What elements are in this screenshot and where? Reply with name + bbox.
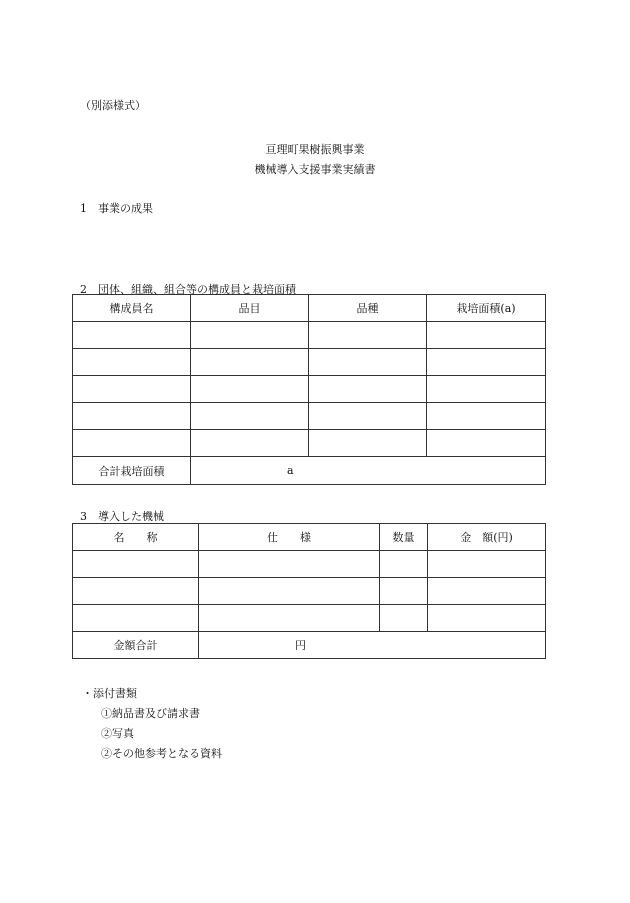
attachment-item: ②写真: [101, 727, 134, 740]
members-col-item: 品目: [191, 295, 309, 322]
machines-table: [72, 523, 546, 659]
machines-table-header-row: [73, 524, 546, 551]
table-cell[interactable]: [191, 349, 309, 376]
table-cell[interactable]: [199, 578, 380, 605]
table-row: [73, 403, 546, 430]
table-cell[interactable]: [73, 430, 191, 457]
total-area-label: 合計栽培面積: [73, 457, 191, 485]
table-cell[interactable]: [309, 349, 427, 376]
table-cell[interactable]: [380, 551, 428, 578]
table-cell[interactable]: [309, 376, 427, 403]
table-row: [73, 430, 546, 457]
total-amount-label: 金額合計: [73, 632, 199, 659]
table-cell[interactable]: [191, 322, 309, 349]
total-amount-unit: 円: [295, 639, 306, 652]
attachment-item: ①納品書及び請求書: [101, 707, 200, 720]
table-row: [73, 605, 546, 632]
attachments-heading: ・添付書類: [82, 687, 137, 700]
members-col-variety: 品種: [309, 295, 427, 322]
section-2-heading: 2 団体、組織、組合等の構成員と栽培面積: [80, 283, 296, 296]
section-3-heading: 3 導入した機械: [80, 510, 164, 523]
attachment-item: ②その他参考となる資料: [101, 747, 222, 760]
table-cell[interactable]: [73, 578, 199, 605]
total-amount-value[interactable]: [199, 632, 546, 659]
machines-col-spec: 仕 様: [199, 524, 380, 551]
table-cell[interactable]: [427, 376, 546, 403]
machines-total-row: [73, 632, 546, 659]
document-title-line-1: 亘理町果樹振興事業: [265, 143, 365, 156]
machines-col-qty: 数量: [380, 524, 428, 551]
table-row: [73, 376, 546, 403]
table-cell[interactable]: [427, 349, 546, 376]
members-col-area: 栽培面積(a): [427, 295, 546, 322]
table-cell[interactable]: [73, 605, 199, 632]
table-cell[interactable]: [428, 578, 546, 605]
document-title-line-2: 機械導入支援事業実績書: [254, 163, 376, 176]
form-label: （別添様式）: [80, 99, 146, 112]
section-1-heading: 1 事業の成果: [80, 202, 153, 215]
table-cell[interactable]: [191, 403, 309, 430]
table-cell[interactable]: [309, 322, 427, 349]
machines-col-amount: 金 額(円): [428, 524, 546, 551]
table-cell[interactable]: [309, 430, 427, 457]
machines-col-name: 名 称: [73, 524, 199, 551]
table-row: [73, 578, 546, 605]
total-area-value[interactable]: [191, 457, 546, 485]
table-row: [73, 551, 546, 578]
table-cell[interactable]: [191, 376, 309, 403]
table-cell[interactable]: [73, 349, 191, 376]
members-col-name: 構成員名: [73, 295, 191, 322]
table-cell[interactable]: [380, 578, 428, 605]
table-cell[interactable]: [73, 322, 191, 349]
table-cell[interactable]: [191, 430, 309, 457]
table-cell[interactable]: [199, 605, 380, 632]
table-cell[interactable]: [199, 551, 380, 578]
members-table-header-row: [73, 295, 546, 322]
total-area-unit: a: [287, 464, 294, 477]
table-row: [73, 349, 546, 376]
table-cell[interactable]: [427, 403, 546, 430]
members-table: [72, 294, 546, 485]
members-total-row: [73, 457, 546, 485]
table-cell[interactable]: [309, 403, 427, 430]
table-row: [73, 322, 546, 349]
table-cell[interactable]: [380, 605, 428, 632]
table-cell[interactable]: [428, 605, 546, 632]
table-cell[interactable]: [73, 551, 199, 578]
table-cell[interactable]: [428, 551, 546, 578]
table-cell[interactable]: [427, 430, 546, 457]
table-cell[interactable]: [73, 376, 191, 403]
table-cell[interactable]: [73, 403, 191, 430]
table-cell[interactable]: [427, 322, 546, 349]
